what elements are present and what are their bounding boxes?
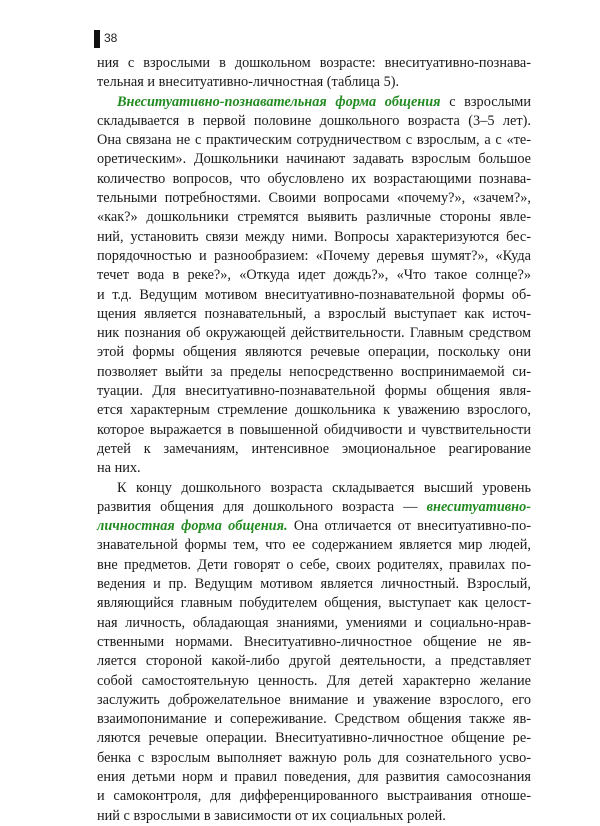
text-line: ственными нормами. Внеситуативно-личностное общение не яв- (97, 633, 531, 650)
paragraph (97, 479, 531, 826)
text-line: ляется стороной какой-либо другой деятельности, а представляет (97, 653, 531, 670)
text-line: течет вода в реке?», «Откуда идет дождь?», «Что такое солнце?» (97, 267, 531, 284)
paragraph (97, 54, 531, 93)
text-line: вне предметов. Дети говорят о себе, своих родителях, правилах по- (97, 556, 531, 573)
text-line: ения детьми норм и правил поведения, для развития самосознания (97, 768, 531, 785)
text-line: ведения и пр. Ведущим мотивом является личностный. Взрослый, (97, 576, 531, 593)
text-line: щения является познавательный, а взрослый выступает как источ- (97, 305, 531, 322)
text-line: которое выражается в повышенной обидчивости и чувствительности (97, 421, 531, 438)
text-line: тельными потребностями. Своими вопросами «почему?», «зачем?», (97, 190, 531, 207)
text-line: ляются речевые операции. Внеситуативно-личностное общение ре- (97, 730, 531, 747)
text-line: «как?» дошкольники стремятся выявить различные стороны явле- (97, 209, 531, 226)
text-line: ется характерным стремление дошкольника к уважению взрослого, (97, 402, 531, 419)
page-number: 38 (104, 31, 118, 45)
text-line: ния с взрослыми в дошкольном возрасте: внеситуативно-познава- (97, 55, 531, 71)
highlighted-term: личностная форма общения. (97, 518, 288, 535)
text-line (97, 517, 531, 536)
text-line: заслужить доброжелательное внимание и уважение взрослого, его (97, 691, 531, 708)
text-fragment: Она отличается от внеситуативно-по- (287, 518, 531, 535)
text-line (97, 498, 531, 517)
page-marker-bar (94, 30, 100, 48)
text-line: знавательной формы тем, что ее содержанием является мир людей, (97, 537, 531, 554)
highlighted-term: Внеситуативно-познавательная форма общения (117, 93, 441, 110)
text-line: складывается в первой половине дошкольного возраста (3–5 лет). (97, 112, 531, 129)
text-line: ний, установить связи между ними. Вопросы характеризуются бес- (97, 228, 531, 245)
text-line: тельная и внеситуативно-личностная (таблица 5). (97, 74, 400, 91)
text-line: ная личность, обладающая знаниями, умениями и социально-нрав- (97, 614, 531, 631)
text-line: собой самостоятельную ценность. Для детей характерно желание (97, 672, 531, 689)
text-line: и самоконтроля, для дифференцированного выстраивания отноше- (97, 788, 531, 805)
text-line: туации. Для внеситуативно-познавательной формы общения явля- (97, 383, 531, 400)
text-line (97, 93, 531, 112)
text-line: позволяет выйти за пределы непосредственно воспринимаемой си- (97, 363, 531, 380)
text-line: количество вопросов, что обусловлено их возрастающими познава- (97, 170, 531, 187)
text-line: и т.д. Ведущим мотивом внеситуативно-познавательной формы об- (97, 286, 531, 303)
text-line: детей к замечаниям, интенсивное эмоциональное реагирование (97, 440, 531, 457)
text-line: этой формы общения являются речевые операции, поскольку они (97, 344, 531, 361)
text-line: К концу дошкольного возраста складывается высший уровень (117, 479, 531, 496)
text-line: ний с взрослыми в зависимости от их социальных ролей. (97, 807, 446, 824)
text-line: являющийся главным побудителем общения, выступает как целост- (97, 595, 531, 612)
text-fragment: с взрослыми (440, 93, 531, 110)
text-line: на них. (97, 460, 141, 477)
text-line: оретическим». Дошкольники начинают задавать взрослым большое (97, 151, 531, 168)
text-line: бенка с взрослым выполняет важную роль для сознательного усво- (97, 749, 531, 766)
text-line: ник познания об окружающей действительности. Главным средством (97, 325, 531, 342)
body-text (97, 54, 531, 826)
text-fragment: развития общения для дошкольного возраста — (97, 498, 427, 515)
text-line: Она связана не с практическим сотрудничеством с взрослым, а с «те- (97, 132, 531, 149)
paragraph (97, 93, 531, 479)
text-line: порядочностью и разнообразием: «Почему деревья шумят?», «Куда (97, 247, 531, 264)
text-line: взаимопонимание и сопереживание. Средством общения также яв- (97, 711, 531, 728)
highlighted-term: внеситуативно- (426, 498, 531, 515)
